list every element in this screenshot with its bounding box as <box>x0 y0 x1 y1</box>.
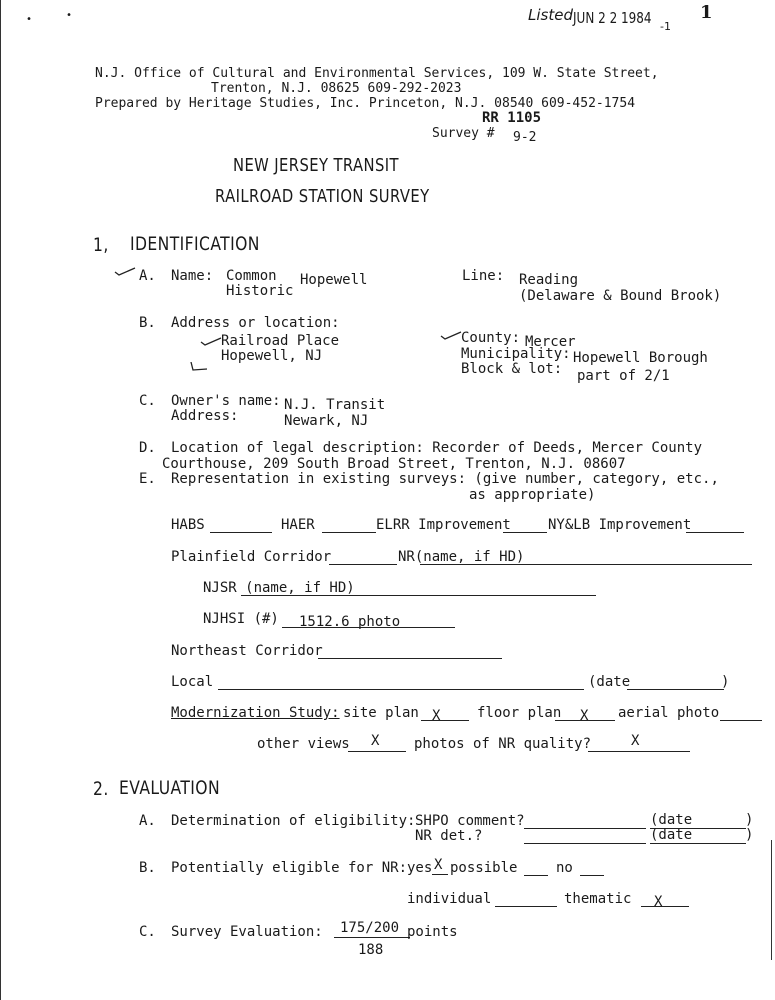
legal-desc-line-1: Location of legal description: Recorder of Deeds, Mercer County <box>171 440 703 456</box>
elrr-field[interactable] <box>503 532 547 533</box>
score-total: 188 <box>358 942 384 958</box>
shpo-date-close: ) <box>745 812 754 828</box>
line-label: Line: <box>462 268 505 284</box>
title-line-2: RAILROAD STATION SURVEY <box>215 186 430 207</box>
rr-number: RR 1105 <box>482 110 542 126</box>
habs-label: HABS <box>171 517 205 533</box>
njhsi-field[interactable] <box>282 627 455 628</box>
section-2-number: 2. <box>93 778 109 800</box>
municipality-label: Municipality: <box>461 346 571 362</box>
page-number: 1 <box>700 2 713 23</box>
yes-label: yes <box>407 860 433 876</box>
local-date-open: (date <box>588 674 631 690</box>
eligibility-label: Determination of eligibility: <box>171 813 416 829</box>
thematic-field[interactable] <box>641 906 689 907</box>
survey-number: 9-2 <box>513 130 537 145</box>
title-line-1: NEW JERSEY TRANSIT <box>233 155 399 176</box>
nylb-field[interactable] <box>686 532 744 533</box>
thematic-label: thematic <box>564 891 632 907</box>
line-value: Reading <box>519 272 579 288</box>
municipality-value: Hopewell Borough <box>573 350 708 366</box>
shpo-date-open: (date <box>650 812 693 828</box>
page-left-edge <box>0 0 1 1000</box>
floor-plan-label: floor plan <box>477 705 562 721</box>
legal-desc-line-2: Courthouse, 209 South Broad Street, Trenton, N.J. 08607 <box>162 456 626 472</box>
check-mark-icon <box>200 336 222 346</box>
haer-field[interactable] <box>322 532 376 533</box>
local-date-close: ) <box>721 674 730 690</box>
local-field[interactable] <box>218 689 584 690</box>
modernization-label: Modernization Study: <box>171 705 340 721</box>
block-lot-value: part of 2/1 <box>577 368 670 384</box>
a-letter: A. <box>139 268 156 284</box>
owner-address-label: Address: <box>171 408 239 424</box>
no-field[interactable] <box>580 875 604 876</box>
photos-nr-label: photos of NR quality? <box>414 736 592 752</box>
site-plan-field[interactable] <box>421 720 469 721</box>
nr-label: NR(name, if HD) <box>398 549 525 565</box>
aerial-photo-field[interactable] <box>720 720 762 721</box>
address-label: Address or location: <box>171 315 340 331</box>
agency-line-1: N.J. Office of Cultural and Environmental Services, 109 W. State Street, <box>95 66 659 81</box>
haer-label: HAER <box>281 517 315 533</box>
nr-det-label: NR det.? <box>415 828 483 844</box>
section-2-heading: EVALUATION <box>119 777 221 799</box>
owner-label: Owner's name: <box>171 393 281 409</box>
shpo-label: SHPO comment? <box>415 813 525 829</box>
yes-value: X <box>434 857 443 873</box>
line-sub: (Delaware & Bound Brook) <box>519 288 722 304</box>
northeast-label: Northeast Corridor <box>171 643 323 659</box>
owner-value: N.J. Transit <box>284 397 386 413</box>
score-value: 175/200 <box>340 920 400 936</box>
photos-nr-value: X <box>631 733 640 749</box>
eval-a-letter: A. <box>139 813 156 829</box>
other-views-field[interactable] <box>348 751 406 752</box>
aerial-photo-label: aerial photo <box>618 705 720 721</box>
potential-label: Potentially eligible for NR: <box>171 860 408 876</box>
check-mark-icon <box>440 330 462 340</box>
plainfield-field[interactable] <box>329 564 397 565</box>
section-1-heading: IDENTIFICATION <box>130 233 260 255</box>
floor-plan-value: X <box>580 708 589 724</box>
njhsi-label: NJHSI (#) <box>203 611 279 627</box>
individual-label: individual <box>407 891 492 907</box>
d-letter: D. <box>139 440 156 456</box>
agency-line-3: Prepared by Heritage Studies, Inc. Princeton, N.J. 08540 609-452-1754 <box>95 96 636 111</box>
nr-det-date-open: (date <box>650 827 693 843</box>
habs-field[interactable] <box>210 532 272 533</box>
elrr-label: ELRR Improvement <box>376 517 511 533</box>
nr-field[interactable] <box>420 564 752 565</box>
owner-address-value: Newark, NJ <box>284 413 369 429</box>
historic-label: Historic <box>226 283 294 299</box>
surveys-line-1: Representation in existing surveys: (give number, category, etc., <box>171 471 719 487</box>
yes-field[interactable] <box>432 874 448 875</box>
agency-line-2: Trenton, N.J. 08625 609-292-2023 <box>211 81 462 96</box>
b-letter: B. <box>139 315 156 331</box>
northeast-field[interactable] <box>318 658 502 659</box>
eval-b-letter: B. <box>139 860 156 876</box>
local-label: Local <box>171 674 214 690</box>
county-value: Mercer <box>525 334 576 350</box>
njsr-label: NJSR (name, if HD) <box>203 580 355 596</box>
eval-c-letter: C. <box>139 924 156 940</box>
shpo-field[interactable] <box>524 828 646 829</box>
listed-stamp: Listed <box>528 6 573 24</box>
e-letter: E. <box>139 471 156 487</box>
nr-det-field[interactable] <box>524 843 646 844</box>
nylb-label: NY&LB Improvement <box>548 517 692 533</box>
speck-left: • <box>26 14 33 25</box>
address-line-2: Hopewell, NJ <box>221 348 323 364</box>
other-views-label: other views <box>257 736 350 752</box>
nr-det-date-field[interactable] <box>650 843 746 844</box>
site-plan-value: X <box>432 708 441 724</box>
individual-field[interactable] <box>495 906 557 907</box>
other-views-value: X <box>371 733 380 749</box>
points-label: points <box>407 924 458 940</box>
check-mark-icon <box>189 362 211 372</box>
survey-label: Survey # <box>432 126 495 141</box>
address-line-1: Railroad Place <box>221 333 340 349</box>
page-right-edge <box>771 840 772 960</box>
no-label: no <box>556 860 573 876</box>
stamp-date: JUN 2 2 1984 <box>573 9 652 27</box>
njsr-field[interactable] <box>241 595 596 596</box>
possible-field[interactable] <box>524 875 548 876</box>
score-field[interactable] <box>334 937 410 938</box>
section-1-number: 1, <box>93 234 109 256</box>
plainfield-label: Plainfield Corridor <box>171 549 332 565</box>
photos-nr-field[interactable] <box>588 751 690 752</box>
site-plan-label: site plan <box>343 705 419 721</box>
nr-det-date-close: ) <box>745 827 754 843</box>
surveys-line-2: as appropriate) <box>469 487 596 503</box>
stamp-suffix: -1 <box>660 20 671 33</box>
county-label: County: <box>461 330 521 346</box>
c-letter: C. <box>139 393 156 409</box>
floor-plan-field[interactable] <box>555 720 615 721</box>
common-label: Common <box>226 268 277 284</box>
check-mark-icon <box>114 266 136 276</box>
possible-label: possible <box>450 860 518 876</box>
survey-eval-label: Survey Evaluation: <box>171 924 323 940</box>
name-value: Hopewell <box>300 272 368 288</box>
block-lot-label: Block & lot: <box>461 361 563 377</box>
speck-left-2: • <box>66 10 73 21</box>
name-label: Name: <box>171 268 214 284</box>
local-date-field[interactable] <box>627 689 724 690</box>
njhsi-value: 1512.6 photo <box>299 614 401 630</box>
thematic-value: X <box>654 894 663 910</box>
